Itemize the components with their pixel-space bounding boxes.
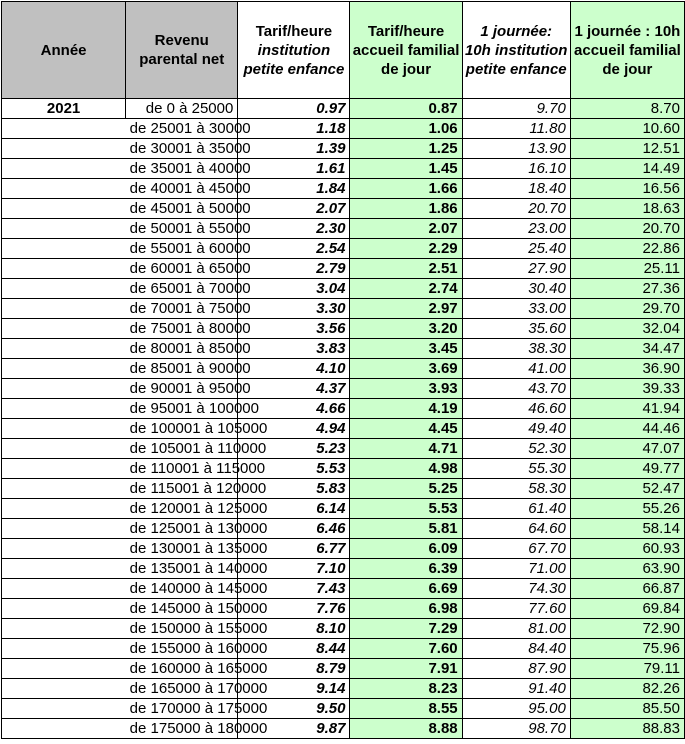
table-body: [2, 99, 685, 739]
jour-ipe-cell: 71.00: [462, 559, 570, 579]
year-cell-empty: [2, 319, 126, 339]
jour-afj-cell: 58.14: [570, 519, 684, 539]
jour-afj-cell: 66.87: [570, 579, 684, 599]
header-jour-afj: 1 journée : 10h accueil familial de jour: [570, 2, 684, 99]
revenu-cell: de 115001 à 120000: [126, 479, 238, 499]
revenu-cell: de 125001 à 130000: [126, 519, 238, 539]
jour-afj-cell: 10.60: [570, 119, 684, 139]
jour-ipe-cell: 84.40: [462, 639, 570, 659]
jour-ipe-cell: 46.60: [462, 399, 570, 419]
jour-ipe-cell: 20.70: [462, 199, 570, 219]
header-tarif-afj: Tarif/heure accueil familial de jour: [350, 2, 462, 99]
year-cell-empty: [2, 179, 126, 199]
jour-afj-cell: 75.96: [570, 639, 684, 659]
tarif-ipe-cell: 6.14: [238, 499, 350, 519]
jour-afj-cell: 12.51: [570, 139, 684, 159]
year-cell-empty: [2, 559, 126, 579]
tarif-afj-cell: 5.25: [350, 479, 462, 499]
revenu-cell: de 135001 à 140000: [126, 559, 238, 579]
table-row: [2, 479, 685, 499]
year-cell-empty: [2, 679, 126, 699]
tarif-ipe-cell: 7.76: [238, 599, 350, 619]
year-cell-empty: [2, 199, 126, 219]
revenu-cell: de 70001 à 75000: [126, 299, 238, 319]
table-row: [2, 259, 685, 279]
jour-afj-cell: 60.93: [570, 539, 684, 559]
jour-afj-cell: 88.83: [570, 719, 684, 739]
table-row: [2, 99, 685, 119]
jour-ipe-cell: 58.30: [462, 479, 570, 499]
table-row: [2, 639, 685, 659]
table-row: [2, 319, 685, 339]
jour-ipe-cell: 98.70: [462, 719, 570, 739]
jour-afj-cell: 34.47: [570, 339, 684, 359]
year-cell-empty: [2, 239, 126, 259]
tarif-afj-cell: 1.86: [350, 199, 462, 219]
tarif-afj-cell: 2.07: [350, 219, 462, 239]
revenu-cell: de 30001 à 35000: [126, 139, 238, 159]
tarif-afj-cell: 6.98: [350, 599, 462, 619]
revenu-cell: de 80001 à 85000: [126, 339, 238, 359]
revenu-cell: de 40001 à 45000: [126, 179, 238, 199]
table-row: [2, 539, 685, 559]
jour-ipe-cell: 33.00: [462, 299, 570, 319]
year-cell-empty: [2, 619, 126, 639]
year-cell-empty: [2, 279, 126, 299]
jour-afj-cell: 63.90: [570, 559, 684, 579]
year-cell-empty: [2, 519, 126, 539]
tarif-afj-cell: 1.06: [350, 119, 462, 139]
header-revenu: Revenu parental net: [126, 2, 238, 99]
jour-ipe-cell: 35.60: [462, 319, 570, 339]
revenu-cell: de 170000 à 175000: [126, 699, 238, 719]
tarif-ipe-cell: 2.54: [238, 239, 350, 259]
jour-ipe-cell: 77.60: [462, 599, 570, 619]
revenu-cell: de 110001 à 115000: [126, 459, 238, 479]
table-row: [2, 219, 685, 239]
tarif-ipe-cell: 1.39: [238, 139, 350, 159]
tarif-afj-cell: 2.97: [350, 299, 462, 319]
tarif-ipe-cell: 4.66: [238, 399, 350, 419]
tarif-ipe-cell: 8.44: [238, 639, 350, 659]
year-cell-empty: [2, 339, 126, 359]
table-row: [2, 139, 685, 159]
header-tarif-ipe-line1: Tarif/heure: [255, 22, 333, 40]
year-cell-empty: [2, 499, 126, 519]
tarif-afj-cell: 2.29: [350, 239, 462, 259]
jour-afj-cell: 16.56: [570, 179, 684, 199]
table-row: [2, 439, 685, 459]
revenu-cell: de 160000 à 165000: [126, 659, 238, 679]
tarif-afj-cell: 3.93: [350, 379, 462, 399]
year-cell-empty: [2, 459, 126, 479]
year-cell-empty: [2, 439, 126, 459]
table-row: [2, 179, 685, 199]
revenu-cell: de 95001 à 100000: [126, 399, 238, 419]
jour-afj-cell: 52.47: [570, 479, 684, 499]
tarif-ipe-cell: 9.87: [238, 719, 350, 739]
tarif-afj-cell: 8.55: [350, 699, 462, 719]
tarif-ipe-cell: 6.77: [238, 539, 350, 559]
table-row: [2, 339, 685, 359]
tarif-afj-cell: 3.69: [350, 359, 462, 379]
table-row: [2, 199, 685, 219]
jour-afj-cell: 82.26: [570, 679, 684, 699]
jour-ipe-cell: 38.30: [462, 339, 570, 359]
revenu-cell: de 50001 à 55000: [126, 219, 238, 239]
year-cell-empty: [2, 539, 126, 559]
tarif-ipe-cell: 5.83: [238, 479, 350, 499]
tarif-ipe-cell: 2.79: [238, 259, 350, 279]
tarif-ipe-cell: 5.23: [238, 439, 350, 459]
jour-afj-cell: 72.90: [570, 619, 684, 639]
year-cell-empty: [2, 299, 126, 319]
table-row: [2, 679, 685, 699]
year-cell-empty: [2, 479, 126, 499]
jour-afj-cell: 36.90: [570, 359, 684, 379]
revenu-cell: de 140000 à 145000: [126, 579, 238, 599]
tarif-ipe-cell: 3.30: [238, 299, 350, 319]
table-row: [2, 619, 685, 639]
revenu-cell: de 100001 à 105000: [126, 419, 238, 439]
tarif-afj-cell: 4.45: [350, 419, 462, 439]
tarif-afj-cell: 1.25: [350, 139, 462, 159]
table-row: [2, 579, 685, 599]
jour-ipe-cell: 67.70: [462, 539, 570, 559]
jour-afj-cell: 14.49: [570, 159, 684, 179]
jour-ipe-cell: 55.30: [462, 459, 570, 479]
revenu-cell: de 35001 à 40000: [126, 159, 238, 179]
tarif-afj-cell: 3.20: [350, 319, 462, 339]
table-row: [2, 119, 685, 139]
header-tarif-ipe: [238, 2, 350, 99]
jour-ipe-cell: 43.70: [462, 379, 570, 399]
jour-ipe-cell: 30.40: [462, 279, 570, 299]
tarif-ipe-cell: 3.56: [238, 319, 350, 339]
tarif-afj-cell: 2.74: [350, 279, 462, 299]
table-row: [2, 359, 685, 379]
jour-ipe-cell: 18.40: [462, 179, 570, 199]
tarif-table: [1, 1, 685, 739]
header-tarif-ipe-line2: institution petite enfance: [243, 41, 345, 78]
year-cell-empty: [2, 659, 126, 679]
jour-afj-cell: 25.11: [570, 259, 684, 279]
revenu-cell: de 65001 à 70000: [126, 279, 238, 299]
header-jour-ipe: [462, 2, 570, 99]
revenu-cell: de 150000 à 155000: [126, 619, 238, 639]
jour-ipe-cell: 11.80: [462, 119, 570, 139]
tarif-afj-cell: 7.29: [350, 619, 462, 639]
jour-afj-cell: 22.86: [570, 239, 684, 259]
tarif-ipe-cell: 7.43: [238, 579, 350, 599]
revenu-cell: de 25001 à 30000: [126, 119, 238, 139]
tarif-ipe-cell: 1.61: [238, 159, 350, 179]
year-cell-empty: [2, 719, 126, 739]
revenu-cell: de 75001 à 80000: [126, 319, 238, 339]
header-jour-ipe-line1: 1 journée:: [480, 22, 553, 40]
tarif-ipe-cell: 6.46: [238, 519, 350, 539]
revenu-cell: de 120001 à 125000: [126, 499, 238, 519]
jour-afj-cell: 47.07: [570, 439, 684, 459]
jour-ipe-cell: 64.60: [462, 519, 570, 539]
revenu-cell: de 55001 à 60000: [126, 239, 238, 259]
table-row: [2, 419, 685, 439]
tarif-afj-cell: 1.45: [350, 159, 462, 179]
table-row: [2, 159, 685, 179]
jour-ipe-cell: 74.30: [462, 579, 570, 599]
jour-afj-cell: 85.50: [570, 699, 684, 719]
revenu-cell: de 105001 à 110000: [126, 439, 238, 459]
tarif-afj-cell: 1.66: [350, 179, 462, 199]
revenu-cell: de 175000 à 180000: [126, 719, 238, 739]
tarif-afj-cell: 6.69: [350, 579, 462, 599]
jour-afj-cell: 29.70: [570, 299, 684, 319]
jour-ipe-cell: 27.90: [462, 259, 570, 279]
tarif-ipe-cell: 0.97: [238, 99, 350, 119]
tarif-ipe-cell: 1.84: [238, 179, 350, 199]
table-row: [2, 719, 685, 739]
jour-ipe-cell: 52.30: [462, 439, 570, 459]
jour-ipe-cell: 91.40: [462, 679, 570, 699]
table-row: [2, 239, 685, 259]
tarif-afj-cell: 5.53: [350, 499, 462, 519]
jour-afj-cell: 32.04: [570, 319, 684, 339]
table-row: [2, 459, 685, 479]
jour-ipe-cell: 25.40: [462, 239, 570, 259]
header-annee: Année: [2, 2, 126, 99]
header-row: [2, 2, 685, 99]
table-row: [2, 279, 685, 299]
tarif-ipe-cell: 9.14: [238, 679, 350, 699]
jour-ipe-cell: 87.90: [462, 659, 570, 679]
revenu-cell: de 130001 à 135000: [126, 539, 238, 559]
jour-afj-cell: 49.77: [570, 459, 684, 479]
year-cell-empty: [2, 159, 126, 179]
tarif-afj-cell: 2.51: [350, 259, 462, 279]
tarif-afj-cell: 5.81: [350, 519, 462, 539]
table-row: [2, 499, 685, 519]
tarif-afj-cell: 6.09: [350, 539, 462, 559]
revenu-cell: de 145000 à 150000: [126, 599, 238, 619]
year-cell-empty: [2, 399, 126, 419]
revenu-cell: de 0 à 25000: [126, 99, 238, 119]
tarif-ipe-cell: 3.04: [238, 279, 350, 299]
revenu-cell: de 165000 à 170000: [126, 679, 238, 699]
jour-afj-cell: 55.26: [570, 499, 684, 519]
jour-ipe-cell: 41.00: [462, 359, 570, 379]
year-cell-empty: [2, 599, 126, 619]
year-cell-empty: [2, 119, 126, 139]
table-row: [2, 519, 685, 539]
tarif-ipe-cell: 4.37: [238, 379, 350, 399]
tarif-ipe-cell: 9.50: [238, 699, 350, 719]
tarif-ipe-cell: 8.79: [238, 659, 350, 679]
tarif-afj-cell: 4.19: [350, 399, 462, 419]
tarif-ipe-cell: 3.83: [238, 339, 350, 359]
tarif-afj-cell: 7.60: [350, 639, 462, 659]
tarif-afj-cell: 8.88: [350, 719, 462, 739]
table-row: [2, 659, 685, 679]
jour-afj-cell: 18.63: [570, 199, 684, 219]
jour-afj-cell: 8.70: [570, 99, 684, 119]
tarif-afj-cell: 0.87: [350, 99, 462, 119]
tarif-afj-cell: 4.98: [350, 459, 462, 479]
tarif-ipe-cell: 4.10: [238, 359, 350, 379]
jour-afj-cell: 39.33: [570, 379, 684, 399]
year-cell-empty: [2, 139, 126, 159]
tarif-afj-cell: 7.91: [350, 659, 462, 679]
tarif-afj-cell: 6.39: [350, 559, 462, 579]
table-row: [2, 559, 685, 579]
tarif-ipe-cell: 1.18: [238, 119, 350, 139]
year-cell-empty: [2, 379, 126, 399]
tarif-ipe-cell: 8.10: [238, 619, 350, 639]
year-cell-empty: [2, 259, 126, 279]
year-cell-empty: [2, 219, 126, 239]
jour-ipe-cell: 13.90: [462, 139, 570, 159]
header-jour-ipe-line2: 10h institution petite enfance: [464, 41, 568, 78]
table-row: [2, 299, 685, 319]
tarif-ipe-cell: 7.10: [238, 559, 350, 579]
year-cell-empty: [2, 639, 126, 659]
jour-ipe-cell: 81.00: [462, 619, 570, 639]
tarif-afj-cell: 8.23: [350, 679, 462, 699]
year-cell-empty: [2, 579, 126, 599]
jour-ipe-cell: 95.00: [462, 699, 570, 719]
year-cell-empty: [2, 359, 126, 379]
jour-ipe-cell: 23.00: [462, 219, 570, 239]
jour-afj-cell: 79.11: [570, 659, 684, 679]
year-cell: 2021: [2, 99, 126, 119]
jour-ipe-cell: 61.40: [462, 499, 570, 519]
jour-ipe-cell: 9.70: [462, 99, 570, 119]
tarif-ipe-cell: 2.30: [238, 219, 350, 239]
jour-ipe-cell: 16.10: [462, 159, 570, 179]
tarif-ipe-cell: 5.53: [238, 459, 350, 479]
jour-afj-cell: 69.84: [570, 599, 684, 619]
jour-afj-cell: 44.46: [570, 419, 684, 439]
revenu-cell: de 45001 à 50000: [126, 199, 238, 219]
jour-afj-cell: 20.70: [570, 219, 684, 239]
jour-afj-cell: 41.94: [570, 399, 684, 419]
table-row: [2, 379, 685, 399]
year-cell-empty: [2, 419, 126, 439]
revenu-cell: de 155000 à 160000: [126, 639, 238, 659]
tarif-ipe-cell: 2.07: [238, 199, 350, 219]
tarif-afj-cell: 4.71: [350, 439, 462, 459]
table-row: [2, 699, 685, 719]
revenu-cell: de 60001 à 65000: [126, 259, 238, 279]
year-cell-empty: [2, 699, 126, 719]
jour-afj-cell: 27.36: [570, 279, 684, 299]
table-row: [2, 599, 685, 619]
revenu-cell: de 85001 à 90000: [126, 359, 238, 379]
table-row: [2, 399, 685, 419]
tarif-afj-cell: 3.45: [350, 339, 462, 359]
tarif-ipe-cell: 4.94: [238, 419, 350, 439]
revenu-cell: de 90001 à 95000: [126, 379, 238, 399]
jour-ipe-cell: 49.40: [462, 419, 570, 439]
